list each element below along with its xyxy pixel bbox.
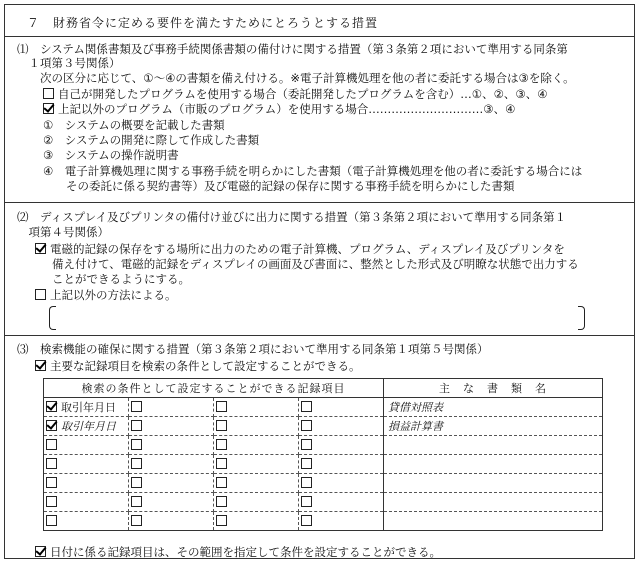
section-system-documents [5,36,634,203]
document-item-4: ④ 電子計算機処理に関する事務手続を明らかにした書類（電子計算機処理を他の者に委託する場合には [43,164,583,178]
search-item-checkbox[interactable] [131,420,142,431]
document-name-cell[interactable] [384,455,603,474]
search-item-checkbox[interactable] [46,477,57,488]
option-search-condition[interactable] [35,359,361,373]
table-row [44,417,603,436]
search-item-cell[interactable] [214,398,299,417]
document-item-4-cont: その委託に係る契約書等）及び電磁的記録の保存に関する事務手続を明らかにした書類 [43,179,515,193]
document-names-header: 主 な 書 類 名 [384,379,603,398]
other-method-checkbox[interactable] [35,289,46,300]
document-name-cell[interactable]: 貸借対照表 [384,398,603,417]
search-item-cell[interactable] [299,512,384,531]
search-item-checkbox[interactable] [301,401,312,412]
section1-heading: ⑴ システム関係書類及び事務手続関係書類の備付けに関する措置（第３条第２項において準用する同条第 [17,42,568,56]
search-item-checkbox[interactable] [131,401,142,412]
search-item-cell[interactable] [299,455,384,474]
commercial-label: 上記以外のプログラム（市販のプログラム）を使用する場合…………………………③、④ [58,102,516,116]
search-item-cell[interactable] [129,512,214,531]
search-item-checkbox[interactable] [46,496,57,507]
other-method-label: 上記以外の方法による。 [50,288,177,302]
option-self-developed[interactable] [43,87,548,101]
date-range-checkbox[interactable] [35,546,46,557]
document-item-2: ② システムの開発に際して作成した書類 [43,133,260,147]
search-condition-label: 主要な記録項目を検索の条件として設定することができる。 [50,359,361,373]
section2-heading: ⑵ ディスプレイ及びプリンタの備付け並びに出力に関する措置（第３条第２項において準用する同条第１ [17,210,567,224]
section1-heading-cont: １項第３号関係） [17,56,121,70]
search-item-checkbox[interactable] [216,496,227,507]
document-name-cell[interactable] [384,436,603,455]
search-item-cell[interactable] [214,436,299,455]
search-item-checkbox[interactable] [131,439,142,450]
search-item-checkbox[interactable] [131,496,142,507]
search-item-checkbox[interactable] [216,477,227,488]
document-name-cell[interactable] [384,493,603,512]
search-item-cell[interactable] [44,455,129,474]
search-item-label: 取引年月日 [61,420,116,433]
document-name-cell[interactable] [384,474,603,493]
search-item-cell[interactable] [129,417,214,436]
search-item-cell[interactable] [214,417,299,436]
search-item-checkbox[interactable] [216,458,227,469]
other-method-input[interactable] [49,306,585,330]
section1-instruction: 次の区分に応じて、①～④の書類を備え付ける。※電子計算機処理を他の者に委託する場合は③を除く。 [17,71,575,85]
option-other-method[interactable] [35,288,177,302]
search-item-cell[interactable] [44,512,129,531]
form-header [5,5,634,37]
search-item-checkbox[interactable] [301,458,312,469]
search-item-cell[interactable] [299,398,384,417]
search-item-checkbox[interactable] [301,420,312,431]
search-item-checkbox[interactable] [301,439,312,450]
self-developed-checkbox[interactable] [43,88,54,99]
search-items-table [43,378,603,531]
option-date-range[interactable] [35,545,441,559]
search-item-checkbox[interactable] [301,515,312,526]
search-condition-checkbox[interactable] [35,360,46,371]
search-item-checkbox[interactable] [46,439,57,450]
search-item-checkbox[interactable] [301,496,312,507]
table-row [44,474,603,493]
search-item-cell[interactable] [299,436,384,455]
search-item-cell[interactable] [44,474,129,493]
search-item-checkbox[interactable] [216,439,227,450]
table-row [44,512,603,531]
search-item-cell[interactable] [214,493,299,512]
search-item-cell[interactable] [129,436,214,455]
search-item-cell[interactable] [129,455,214,474]
search-item-checkbox[interactable] [46,515,57,526]
search-item-cell[interactable] [129,493,214,512]
document-name-cell[interactable] [384,512,603,531]
self-developed-label: 自己が開発したプログラムを使用する場合（委託開発したプログラムを含む）…①、②、③、④ [58,87,548,101]
display-output-label: 電磁的記録の保存をする場所に出力のための電子計算機、プログラム、ディスプレイ及びプリンタを [50,242,565,256]
search-item-cell[interactable] [129,474,214,493]
section2-heading-cont: 項第４号関係） [17,225,109,239]
section3-heading: ⑶ 検索機能の確保に関する措置（第３条第２項において準用する同条第１項第５号関係） [17,342,489,356]
search-item-cell[interactable] [44,398,129,417]
search-item-checkbox[interactable] [301,477,312,488]
search-item-cell[interactable] [299,493,384,512]
document-item-3: ③ システムの操作説明書 [43,148,179,162]
search-item-cell[interactable] [214,455,299,474]
display-output-checkbox[interactable] [35,243,46,254]
date-range-label: 日付に係る記録項目は、その範囲を指定して条件を設定することができる。 [50,545,441,559]
search-item-checkbox[interactable] [46,401,57,412]
commercial-checkbox[interactable] [43,103,54,114]
option-display-output[interactable] [35,242,565,256]
table-row [44,455,603,474]
search-item-checkbox[interactable] [46,458,57,469]
search-item-checkbox[interactable] [131,477,142,488]
search-item-cell[interactable] [214,512,299,531]
search-item-checkbox[interactable] [131,458,142,469]
table-row [44,398,603,417]
search-item-cell[interactable] [129,398,214,417]
table-row [44,436,603,455]
form-title: ７ 財務省令に定める要件を満たすためにとろうとする措置 [27,16,379,30]
option-commercial[interactable] [43,102,515,116]
search-item-label: 取引年月日 [61,401,116,414]
search-item-checkbox[interactable] [216,401,227,412]
display-output-label-cont2: ことができるようにする。 [52,272,190,286]
search-item-cell[interactable] [299,417,384,436]
search-item-checkbox[interactable] [216,420,227,431]
search-item-cell[interactable] [44,417,129,436]
search-item-checkbox[interactable] [131,515,142,526]
measures-form [4,4,635,559]
search-item-checkbox[interactable] [46,420,57,431]
search-item-cell[interactable] [214,474,299,493]
search-item-cell[interactable] [44,436,129,455]
search-item-cell[interactable] [44,493,129,512]
search-item-cell[interactable] [299,474,384,493]
search-item-checkbox[interactable] [216,515,227,526]
search-items-header: 検索の条件として設定することができる記録項目 [44,379,384,398]
display-output-label-cont1: 備え付けて、電磁的記録をディスプレイの画面及び書面に、整然とした形式及び明瞭な状態で出力する [52,257,579,271]
document-name-cell[interactable]: 損益計算書 [384,417,603,436]
document-item-1: ① システムの概要を記載した書類 [43,118,225,132]
section-display-printer [5,202,634,336]
table-row [44,493,603,512]
